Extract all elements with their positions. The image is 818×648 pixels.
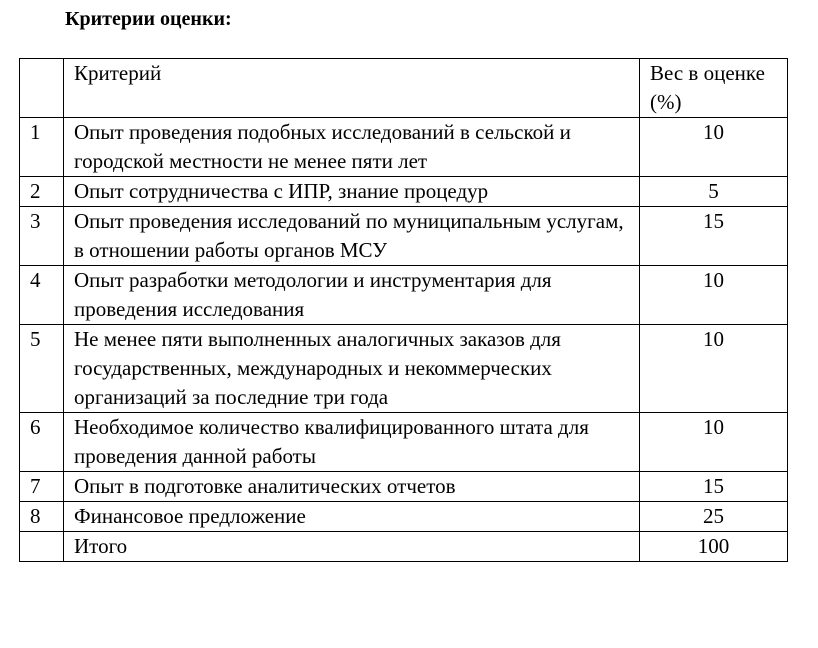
- page-heading: Критерии оценки:: [65, 8, 232, 30]
- row-criterion-cell: Не менее пяти выполненных аналогичных заказов для государственных, международных и некоммерческих организаций за последние три года: [64, 325, 640, 413]
- table-row: [20, 207, 788, 266]
- header-num-cell: [20, 59, 64, 118]
- row-num-cell: 5: [20, 325, 64, 413]
- row-num-cell: 7: [20, 472, 64, 502]
- row-criterion-cell: Опыт в подготовке аналитических отчетов: [64, 472, 640, 502]
- total-label-cell: Итого: [64, 532, 640, 562]
- row-criterion-cell: Опыт сотрудничества с ИПР, знание процедур: [64, 177, 640, 207]
- header-criterion-cell: Критерий: [64, 59, 640, 118]
- row-num-cell: 3: [20, 207, 64, 266]
- header-weight-cell: Вес в оценке (%): [640, 59, 788, 118]
- row-weight-cell: 10: [640, 118, 788, 177]
- row-weight-cell: 15: [640, 207, 788, 266]
- table-row: [20, 502, 788, 532]
- row-weight-cell: 10: [640, 266, 788, 325]
- table-row: [20, 472, 788, 502]
- row-num-cell: 1: [20, 118, 64, 177]
- table-header-row: [20, 59, 788, 118]
- table-row: [20, 177, 788, 207]
- table-row: [20, 325, 788, 413]
- row-criterion-cell: Опыт проведения исследований по муниципальным услугам, в отношении работы органов МСУ: [64, 207, 640, 266]
- row-num-cell: 2: [20, 177, 64, 207]
- total-weight-cell: 100: [640, 532, 788, 562]
- criteria-table: [19, 58, 788, 562]
- table-row: [20, 413, 788, 472]
- row-criterion-cell: Опыт проведения подобных исследований в сельской и городской местности не менее пяти лет: [64, 118, 640, 177]
- row-num-cell: 6: [20, 413, 64, 472]
- total-num-cell: [20, 532, 64, 562]
- table-total-row: [20, 532, 788, 562]
- row-num-cell: 4: [20, 266, 64, 325]
- row-weight-cell: 15: [640, 472, 788, 502]
- table-row: [20, 266, 788, 325]
- table-row: [20, 118, 788, 177]
- row-criterion-cell: Опыт разработки методологии и инструментария для проведения исследования: [64, 266, 640, 325]
- row-weight-cell: 25: [640, 502, 788, 532]
- row-num-cell: 8: [20, 502, 64, 532]
- row-criterion-cell: Необходимое количество квалифицированного штата для проведения данной работы: [64, 413, 640, 472]
- row-weight-cell: 5: [640, 177, 788, 207]
- row-weight-cell: 10: [640, 325, 788, 413]
- row-weight-cell: 10: [640, 413, 788, 472]
- row-criterion-cell: Финансовое предложение: [64, 502, 640, 532]
